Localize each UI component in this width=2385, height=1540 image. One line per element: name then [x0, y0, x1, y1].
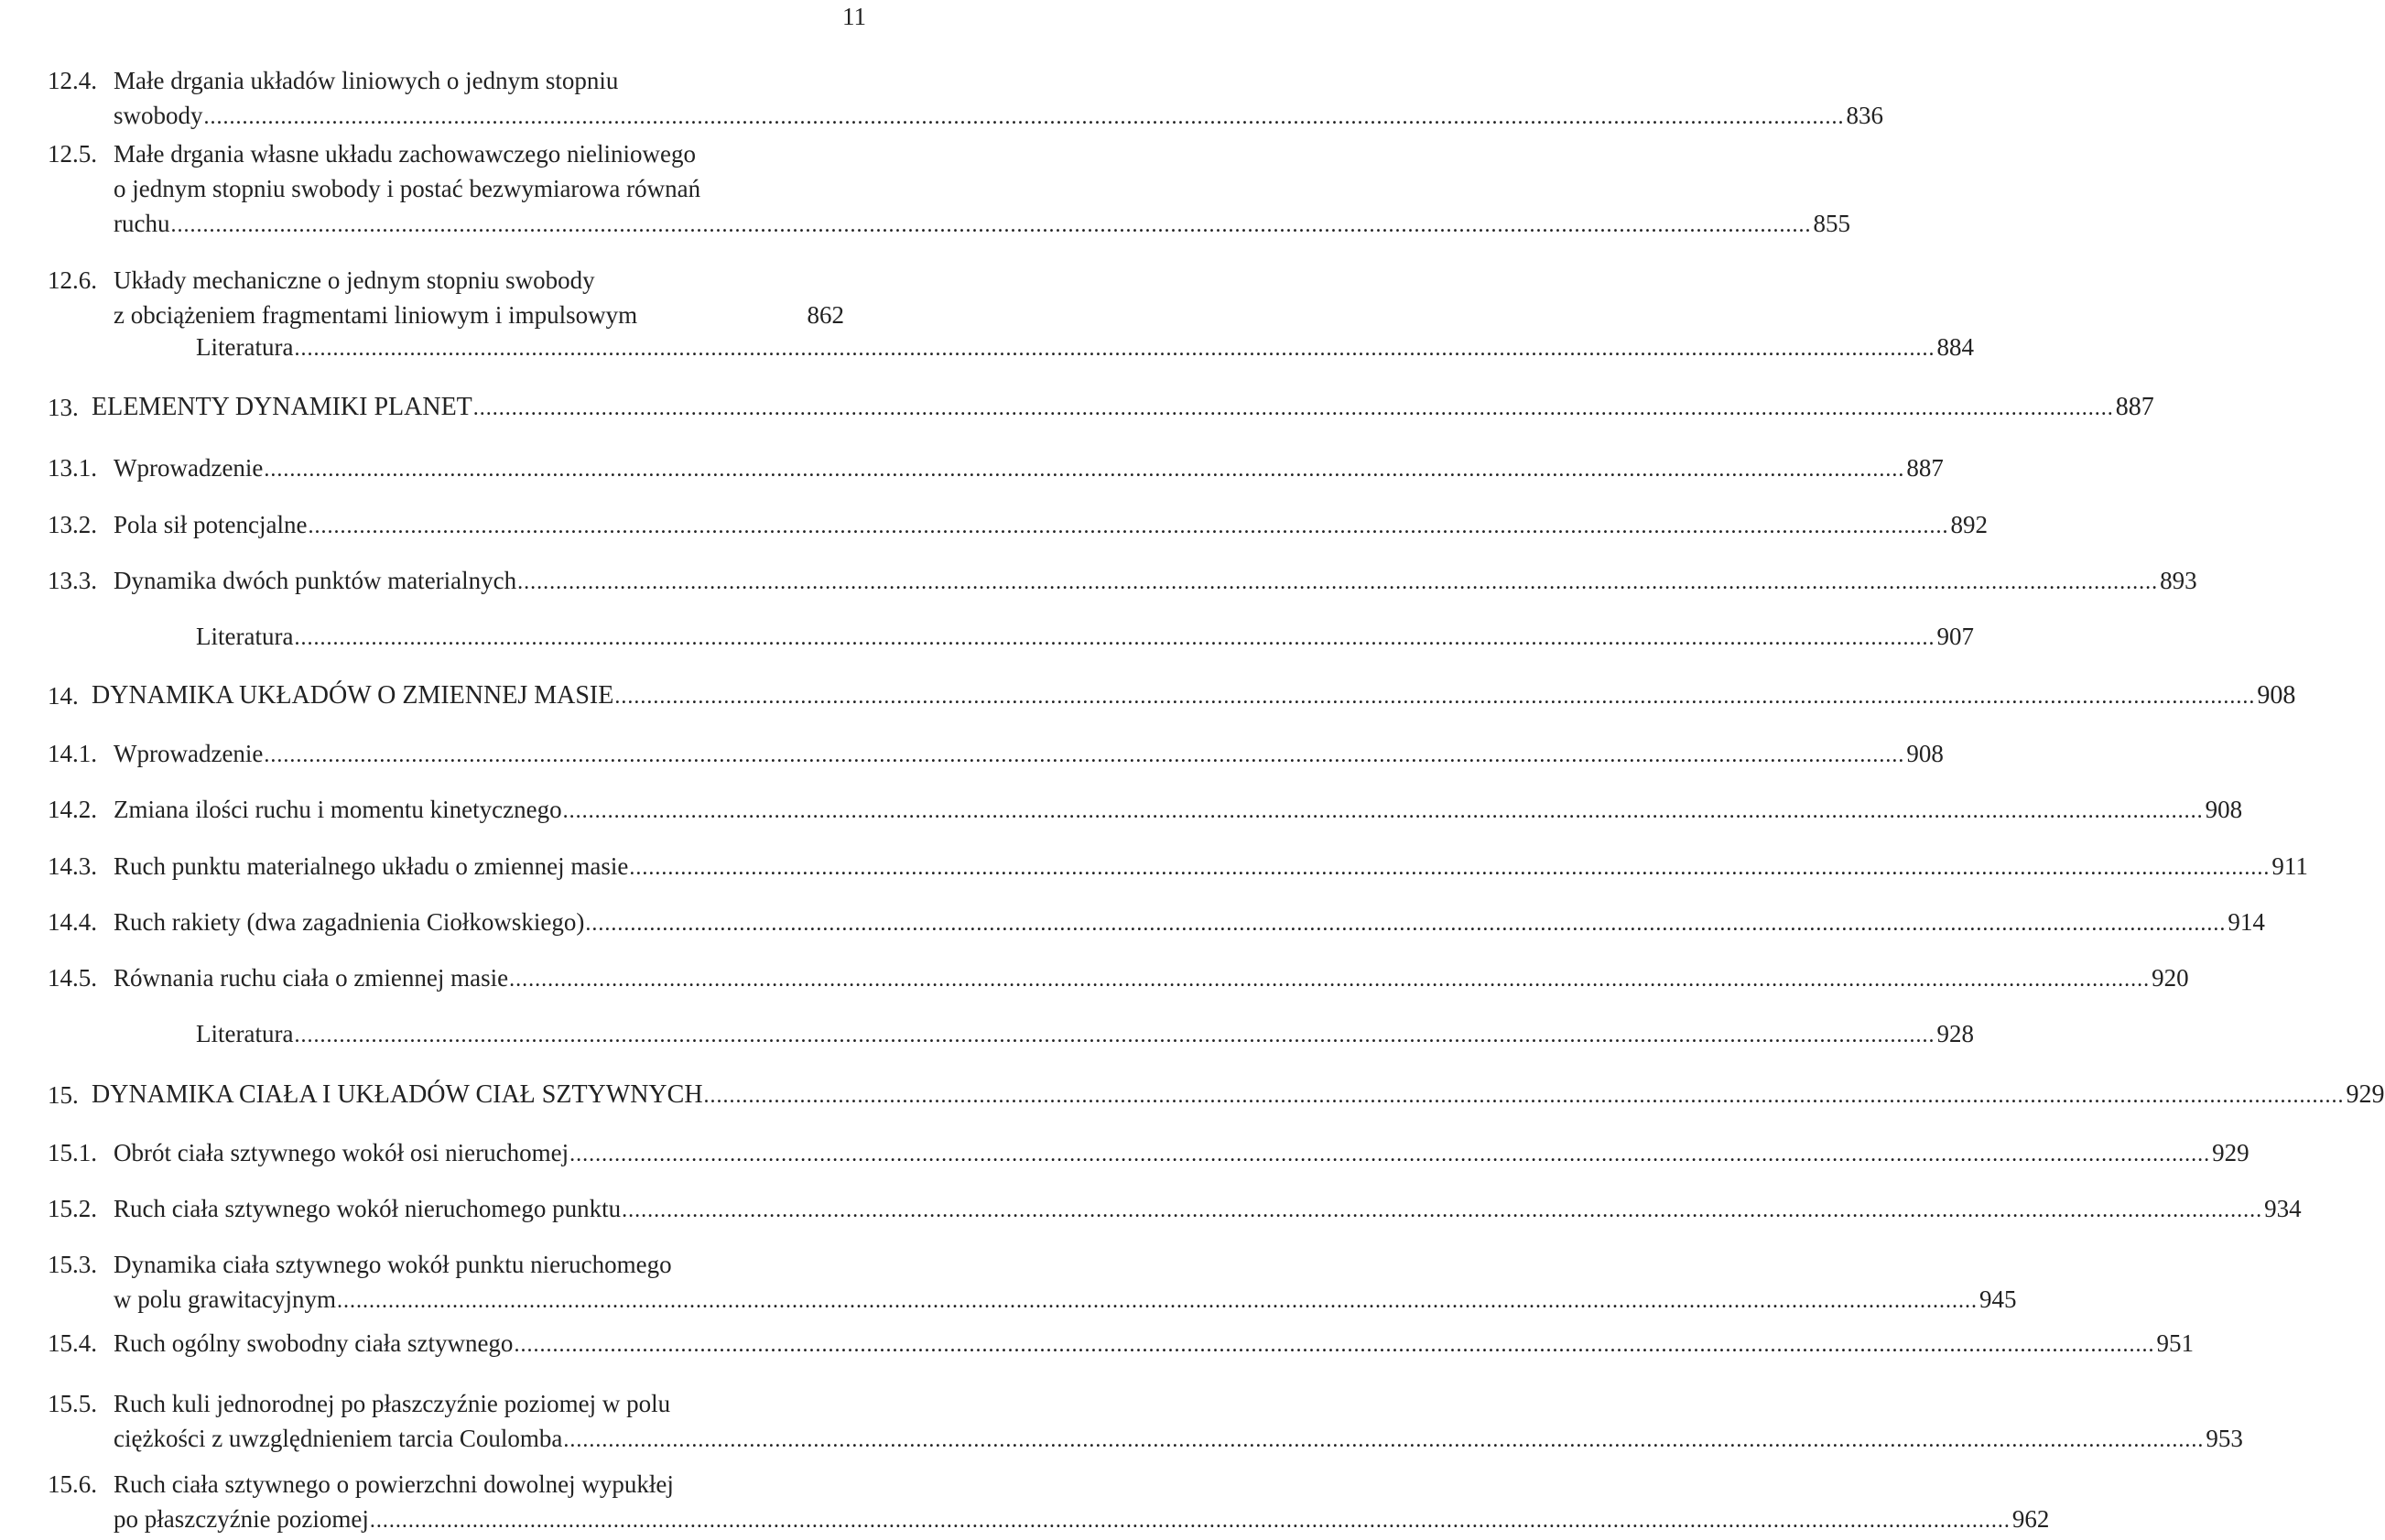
toc-title-line [114, 1195, 2302, 1230]
title-text: Pola sił potencjalne [114, 511, 308, 538]
page-ref: 929 [2346, 1080, 2385, 1109]
dot-leader [264, 456, 1904, 483]
toc-title-line [114, 1139, 2249, 1174]
toc-entry-title [114, 567, 2197, 602]
title-text: Obrót ciała sztywnego wokół osi nieruchomej [114, 1139, 569, 1166]
dot-leader [704, 1082, 2345, 1110]
toc-title-line [114, 67, 844, 102]
page-ref: 908 [2257, 681, 2296, 710]
toc-entry-number: 15.3. [48, 1251, 97, 1278]
toc-entry-number: 15.2. [48, 1195, 97, 1222]
toc-entry-number: 12.5. [48, 140, 97, 168]
page-ref: 962 [2011, 1505, 2050, 1533]
toc-entry-number: 15.6. [48, 1470, 97, 1498]
title-text: ciężkości z uwzględnieniem tarcia Coulomba [114, 1425, 563, 1452]
toc-entry-title [92, 681, 2296, 717]
title-text: Literatura [196, 1020, 294, 1047]
toc-title-line [114, 210, 1850, 244]
title-text: Dynamika dwóch punktów materialnych [114, 567, 517, 594]
toc-title-line [114, 1505, 2050, 1540]
dot-leader [264, 742, 1904, 769]
dot-leader [563, 797, 2204, 825]
title-text: ELEMENTY DYNAMIKI PLANET [92, 393, 472, 421]
page-ref: 836 [1846, 102, 1884, 129]
dot-leader [563, 1426, 2204, 1454]
title-text: Równania ruchu ciała o zmiennej masie [114, 964, 509, 992]
dot-leader [614, 683, 2255, 710]
dot-leader [514, 1331, 2154, 1359]
page-ref: 934 [2264, 1195, 2302, 1222]
toc-title-line [114, 908, 2265, 943]
toc-entry-number: 14.2. [48, 796, 97, 823]
dot-leader [294, 1022, 1935, 1049]
toc-title-line [114, 454, 1944, 489]
toc-entry-number: 15.5. [48, 1390, 97, 1417]
title-text: Ruch kuli jednorodnej po płaszczyźnie poziomej w polu [114, 1390, 671, 1417]
toc-entry-title [114, 964, 2189, 999]
toc-entry-title [114, 1390, 2243, 1459]
toc-title-line [114, 796, 2243, 830]
dot-leader [337, 1287, 1978, 1315]
toc-entry-title [114, 1470, 2050, 1540]
title-text: Ruch rakiety (dwa zagadnienia Ciołkowskiego) [114, 908, 585, 936]
toc-entry-title [114, 1195, 2302, 1230]
toc-title-line [114, 1329, 2194, 1364]
toc-entry-number: 12.4. [48, 67, 97, 94]
toc-entry-number: 15.4. [48, 1329, 97, 1357]
title-text: Ruch punktu materialnego układu o zmiennej masie [114, 852, 629, 880]
toc-entry-title [114, 140, 1850, 244]
page-ref: 928 [1936, 1020, 1974, 1047]
dot-leader [622, 1197, 2262, 1224]
dot-leader [370, 1507, 2011, 1535]
title-text: z obciążeniem fragmentami liniowym i impulsowym [114, 301, 638, 329]
title-text: o jednym stopniu swobody i postać bezwymiarowa równań [114, 175, 701, 202]
toc-title-line [114, 740, 1944, 775]
toc-entry-number: 13. [48, 394, 79, 421]
page-ref: 945 [1978, 1285, 2017, 1313]
toc-entry-title [114, 1251, 2017, 1320]
toc-entry-title [114, 454, 1944, 489]
title-text: DYNAMIKA CIAŁA I UKŁADÓW CIAŁ SZTYWNYCH [92, 1080, 703, 1109]
page-ref: 929 [2212, 1139, 2249, 1166]
toc-title-line [114, 1425, 2243, 1459]
dot-leader [517, 569, 2158, 596]
page-ref: 884 [1936, 333, 1974, 361]
page-ref: 953 [2206, 1425, 2243, 1452]
toc-title-line [114, 301, 844, 336]
page-ref: 908 [2205, 796, 2243, 823]
title-text: Dynamika ciała sztywnego wokół punktu nieruchomego [114, 1251, 672, 1278]
toc-title-line [196, 333, 1974, 368]
dot-leader [569, 1141, 2210, 1168]
title-text: Wprowadzenie [114, 454, 264, 482]
toc-entry-number: 14.4. [48, 908, 97, 936]
page-ref: 907 [1936, 623, 1974, 650]
page-ref: 862 [807, 301, 844, 329]
title-text: swobody [114, 102, 203, 129]
toc-title-line [114, 102, 1884, 136]
title-text: Układy mechaniczne o jednym stopniu swobody [114, 266, 595, 294]
toc-entry-number: 13.2. [48, 511, 97, 538]
toc-title-line [92, 1080, 2385, 1116]
toc-entry-number: 15.1. [48, 1139, 97, 1166]
toc-title-line [114, 964, 2189, 999]
page-ref: 951 [2156, 1329, 2194, 1357]
toc-title-line [196, 1020, 1974, 1055]
dot-leader [294, 335, 1935, 363]
page-number: 11 [842, 3, 866, 30]
dot-leader [204, 103, 1845, 131]
toc-entry-number: 14. [48, 682, 79, 710]
toc-entry-title [196, 333, 1974, 368]
toc-entry-number: 13.3. [48, 567, 97, 594]
toc-entry-title [92, 1080, 2385, 1116]
toc-entry-number: 14.3. [48, 852, 97, 880]
dot-leader [308, 513, 1948, 540]
toc-title-line [92, 393, 2154, 428]
title-text: DYNAMIKA UKŁADÓW O ZMIENNEJ MASIE [92, 681, 614, 710]
dot-leader [629, 854, 2270, 882]
toc-entry-number: 12.6. [48, 266, 97, 294]
toc-entry-number: 14.5. [48, 964, 97, 992]
page-ref: 887 [2115, 393, 2154, 421]
toc-title-line [114, 852, 2308, 887]
toc-title-line [114, 140, 844, 175]
dot-leader [170, 211, 1811, 239]
toc-title-line [114, 1251, 844, 1285]
title-text: Literatura [196, 623, 294, 650]
toc-entry-title [114, 511, 1988, 546]
title-text: Ruch ogólny swobodny ciała sztywnego [114, 1329, 514, 1357]
toc-title-line [114, 175, 844, 210]
toc-entry-title [114, 266, 844, 336]
toc-entry-number: 15. [48, 1081, 79, 1109]
page-ref: 920 [2152, 964, 2189, 992]
title-text: Wprowadzenie [114, 740, 264, 767]
dot-leader [509, 966, 2150, 993]
page-ref: 887 [1906, 454, 1944, 482]
toc-entry-title [114, 908, 2265, 943]
title-text: Małe drgania własne układu zachowawczego nieliniowego [114, 140, 697, 168]
dot-leader [585, 910, 2226, 938]
toc-entry-title [114, 852, 2308, 887]
title-text: Małe drgania układów liniowych o jednym stopniu [114, 67, 619, 94]
toc-title-line [114, 1390, 844, 1425]
toc-title-line [114, 266, 844, 301]
title-text: Zmiana ilości ruchu i momentu kinetycznego [114, 796, 562, 823]
toc-entry-number: 13.1. [48, 454, 97, 482]
title-text: ruchu [114, 210, 170, 237]
page-ref: 911 [2271, 852, 2308, 880]
toc-title-line [196, 623, 1974, 657]
toc-title-line [92, 681, 2296, 717]
toc-entry-title [196, 623, 1974, 657]
title-text: Ruch ciała sztywnego wokół nieruchomego punktu [114, 1195, 622, 1222]
toc-entry-title [196, 1020, 1974, 1055]
page-ref: 914 [2228, 908, 2265, 936]
toc-entry-title [92, 393, 2154, 428]
toc-title-line [114, 1470, 844, 1505]
toc-title-line [114, 567, 2197, 602]
title-text: w polu grawitacyjnym [114, 1285, 336, 1313]
toc-entry-title [114, 1139, 2249, 1174]
page-ref: 855 [1813, 210, 1850, 237]
toc-title-line [114, 511, 1988, 546]
title-text: Ruch ciała sztywnego o powierzchni dowolnej wypukłej [114, 1470, 674, 1498]
page-ref: 892 [1950, 511, 1988, 538]
toc-entry-title [114, 67, 1884, 136]
toc-entry-number: 14.1. [48, 740, 97, 767]
page-ref: 893 [2160, 567, 2197, 594]
dot-leader [294, 624, 1935, 652]
title-text: po płaszczyźnie poziomej [114, 1505, 369, 1533]
page-ref: 908 [1906, 740, 1944, 767]
dot-leader [473, 395, 2114, 422]
toc-entry-title [114, 1329, 2194, 1364]
toc-entry-title [114, 740, 1944, 775]
toc-title-line [114, 1285, 2017, 1320]
toc-entry-title [114, 796, 2243, 830]
title-text: Literatura [196, 333, 294, 361]
